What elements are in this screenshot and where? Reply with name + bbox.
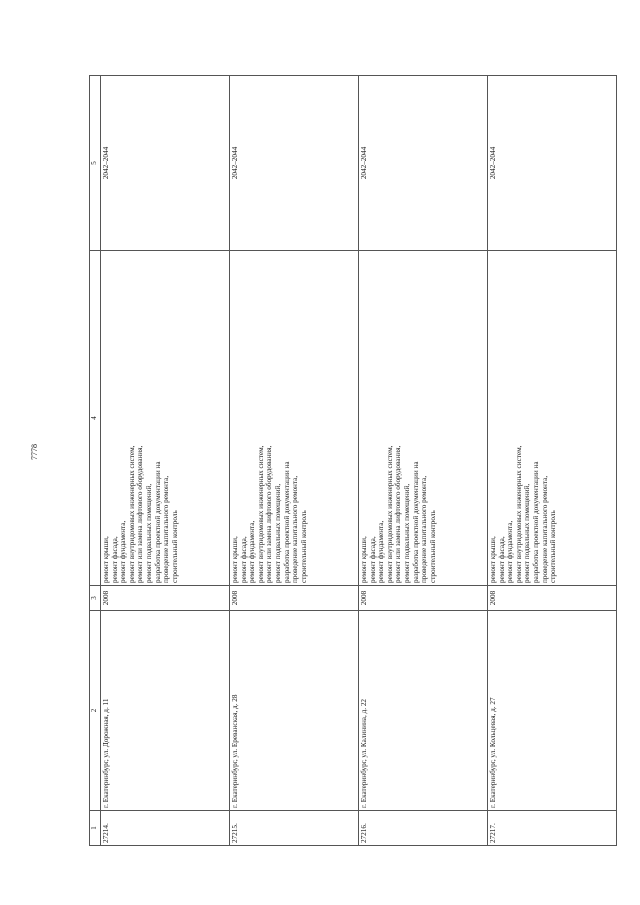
work-item: проведение капитального ремонта, bbox=[420, 475, 429, 583]
address-cell: г. Екатеринбург, ул. Калинина, д. 22 bbox=[359, 611, 488, 811]
work-item: ремонт внутридомовых инженерных систем, bbox=[514, 445, 523, 583]
header-row bbox=[90, 76, 101, 846]
address-cell: г. Екатеринбург, ул. Дорожная, д. 11 bbox=[101, 611, 230, 811]
work-item: ремонт внутридомовых инженерных систем, bbox=[256, 445, 265, 583]
period-cell: 2042–2044 bbox=[488, 76, 617, 251]
header-cell-3: 3 bbox=[90, 586, 101, 611]
table-row bbox=[488, 76, 617, 846]
work-item: строительный контроль bbox=[170, 510, 179, 583]
header-cell-1: 1 bbox=[90, 811, 101, 846]
works-cell bbox=[488, 251, 617, 586]
work-item: разработка проектной документации на bbox=[282, 461, 291, 583]
work-item: ремонт крыши, bbox=[360, 536, 368, 583]
works-cell bbox=[230, 251, 359, 586]
row-number: 27216. bbox=[359, 811, 488, 846]
work-item: ремонт фасада, bbox=[368, 536, 377, 583]
work-item: проведение капитального ремонта, bbox=[162, 475, 171, 583]
works-cell bbox=[101, 251, 230, 586]
work-item: ремонт или замена лифтового оборудования, bbox=[394, 445, 403, 583]
work-item: ремонт подвальных помещений, bbox=[402, 483, 411, 583]
header-cell-4: 4 bbox=[90, 251, 101, 586]
work-item: ремонт подвальных помещений, bbox=[273, 483, 282, 583]
work-item: проведение капитального ремонта, bbox=[291, 475, 300, 583]
work-item: ремонт фундамента, bbox=[377, 520, 386, 583]
work-item: ремонт крыши, bbox=[102, 536, 110, 583]
rotated-table-container bbox=[89, 76, 558, 846]
work-item: ремонт или замена лифтового оборудования, bbox=[136, 445, 145, 583]
work-item: ремонт фундамента, bbox=[248, 520, 257, 583]
work-item: строительный контроль bbox=[299, 510, 308, 583]
work-item: ремонт крыши, bbox=[231, 536, 239, 583]
work-item: ремонт подвальных помещений, bbox=[144, 483, 153, 583]
works-cell bbox=[359, 251, 488, 586]
page-number: 7778 bbox=[30, 444, 39, 460]
work-item: ремонт внутридомовых инженерных систем, bbox=[127, 445, 136, 583]
work-item: ремонт или замена лифтового оборудования, bbox=[265, 445, 274, 583]
table-row bbox=[101, 76, 230, 846]
row-number: 27214. bbox=[101, 811, 230, 846]
work-item: разработка проектной документации на bbox=[531, 461, 540, 583]
work-item: разработка проектной документации на bbox=[411, 461, 420, 583]
header-cell-2: 2 bbox=[90, 611, 101, 811]
row-number: 27217. bbox=[488, 811, 617, 846]
work-item: ремонт крыши, bbox=[489, 536, 497, 583]
work-item: строительный контроль bbox=[428, 510, 437, 583]
year-cell: 2008 bbox=[230, 586, 359, 611]
work-item: ремонт фасада, bbox=[110, 536, 119, 583]
period-cell: 2042–2044 bbox=[101, 76, 230, 251]
year-cell: 2008 bbox=[488, 586, 617, 611]
period-cell: 2042–2044 bbox=[230, 76, 359, 251]
work-item: ремонт фасада, bbox=[239, 536, 248, 583]
work-item: проведение капитального ремонта, bbox=[540, 475, 549, 583]
table-row bbox=[359, 76, 488, 846]
work-item: ремонт фундамента, bbox=[119, 520, 128, 583]
table-row bbox=[230, 76, 359, 846]
work-item: ремонт подвальных помещений, bbox=[523, 483, 532, 583]
repair-schedule-table bbox=[89, 75, 617, 846]
row-number: 27215. bbox=[230, 811, 359, 846]
work-item: ремонт внутридомовых инженерных систем, bbox=[385, 445, 394, 583]
address-cell: г. Екатеринбург, ул. Кольцевая, д. 27 bbox=[488, 611, 617, 811]
year-cell: 2008 bbox=[359, 586, 488, 611]
work-item: разработка проектной документации на bbox=[153, 461, 162, 583]
work-item: строительный контроль bbox=[549, 510, 558, 583]
work-item: ремонт фундамента, bbox=[506, 520, 515, 583]
period-cell: 2042–2044 bbox=[359, 76, 488, 251]
header-cell-5: 5 bbox=[90, 76, 101, 251]
work-item: ремонт фасада, bbox=[497, 536, 506, 583]
address-cell: г. Екатеринбург, ул. Ереванская, д. 28 bbox=[230, 611, 359, 811]
year-cell: 2008 bbox=[101, 586, 230, 611]
